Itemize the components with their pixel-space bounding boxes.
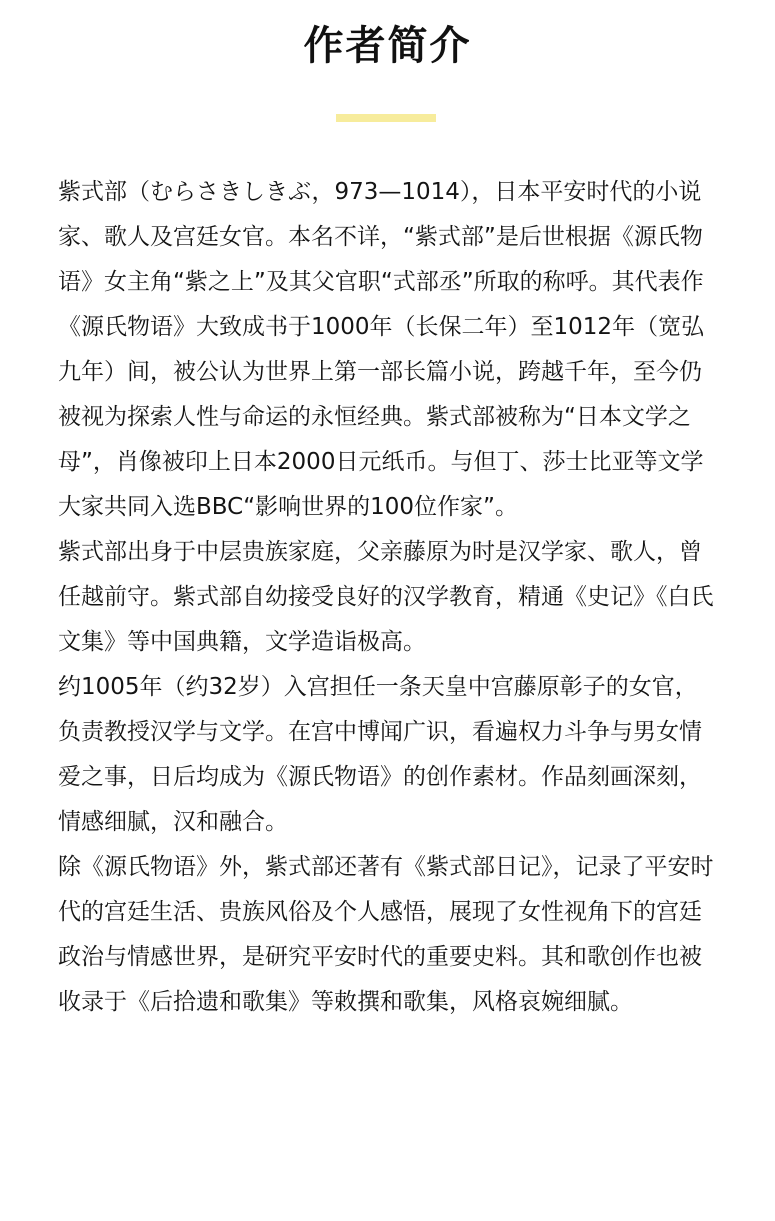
bio-paragraph: 紫式部出身于中层贵族家庭，父亲藤原为时是汉学家、歌人，曾任越前守。紫式部自幼接受良好的汉学教育，精通《史记》《白氏文集》等中国典籍，文学造诣极高。	[58, 539, 714, 655]
bio-paragraph: 除《源氏物语》外，紫式部还著有《紫式部日记》，记录了平安时代的宫廷生活、贵族风俗及个人感悟，展现了女性视角下的宫廷政治与情感世界，是研究平安时代的重要史料。其和歌创作也被收录于《后拾遗和歌集》等敕撰和歌集，风格哀婉细腻。	[58, 854, 714, 1015]
bio-paragraph: 紫式部（むらさきしきぶ，973—1014），日本平安时代的小说家、歌人及宫廷女官。本名不详，“紫式部”是后世根据《源氏物语》女主角“紫之上”及其父官职“式部丞”所取的称呼。其代表作《源氏物语》大致成书于1000年（长保二年）至1012年（宽弘九年）间，被公认为世界上第一部长篇小说，跨越千年，至今仍被视为探索人性与命运的永恒经典。紫式部被称为“日本文学之母”，肖像被印上日本2000日元纸币。与但丁、莎士比亚等文学大家共同入选BBC“影响世界的100位作家”。	[58, 179, 705, 520]
page-title: 作者简介	[303, 23, 472, 69]
bio-paragraph: 约1005年（约32岁）入宫担任一条天皇中宫藤原彰子的女官，负责教授汉学与文学。在宫中博闻广识，看遍权力斗争与男女情爱之事，日后均成为《源氏物语》的创作素材。作品刻画深刻，情感细腻，汉和融合。	[58, 674, 702, 835]
title-underline-divider	[336, 114, 436, 122]
author-bio	[58, 170, 718, 1025]
